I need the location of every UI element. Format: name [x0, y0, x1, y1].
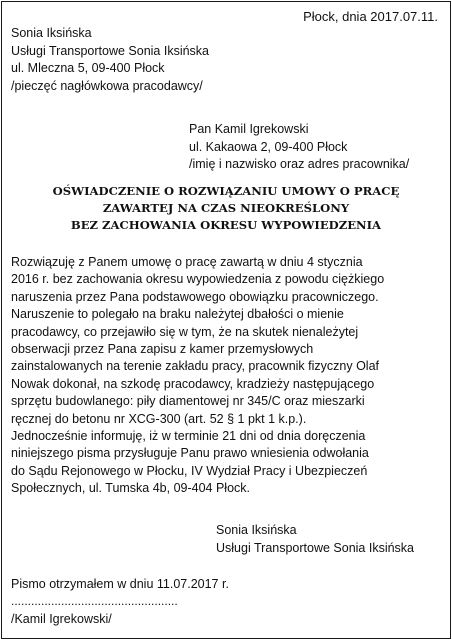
- body-line: Naruszenie to polegało na braku należytej dbałości o mienie: [11, 307, 344, 322]
- body-line: niniejszego pisma przysługuje Panu prawo wniesienia odwołania: [11, 446, 369, 461]
- employee-signature-caption: /Kamil Igrekowski/: [11, 612, 112, 626]
- body-line: do Sądu Rejonowego w Płocku, IV Wydział Pracy i Ubezpieczeń: [11, 463, 368, 478]
- signature-name: Sonia Iksińska: [216, 523, 297, 537]
- recipient-address: ul. Kakaowa 2, 09-400 Płock: [189, 139, 348, 154]
- body-line: Społecznych, ul. Tumska 4b, 09-404 Płock.: [11, 481, 251, 496]
- document-title: [2, 183, 450, 234]
- title-line: ZAWARTEJ NA CZAS NIEOKREŚLONY: [102, 201, 350, 215]
- recipient-block: [189, 121, 409, 174]
- body-line: naruszenia przez Pana podstawowego obowiązku pracowniczego.: [11, 289, 379, 304]
- body-line: Jednocześnie informuję, iż w terminie 21 dni od dnia doręczenia: [11, 429, 366, 444]
- sender-address: ul. Mleczna 5, 09-400 Płock: [11, 61, 165, 75]
- letter-date: Płock, dnia 2017.07.11.: [303, 9, 438, 24]
- body-line: 2016 r. bez zachowania okresu wypowiedzenia z powodu ciężkiego: [11, 272, 385, 287]
- sender-block: [11, 25, 209, 95]
- title-line: OŚWIADCZENIE O ROZWIĄZANIU UMOWY O PRACĘ: [52, 184, 400, 198]
- body-line: pracodawcy, co przejawiło się w tym, że na skutek nienależytej: [11, 324, 359, 339]
- employer-signature: [216, 522, 414, 557]
- recipient-caption: /imię i nazwisko oraz adres pracownika/: [189, 157, 410, 171]
- document-page: [1, 1, 451, 639]
- sender-company: Usługi Transportowe Sonia Iksińska: [11, 43, 210, 58]
- sender-name: Sonia Iksińska: [11, 26, 92, 40]
- body-line: zainstalowanych na terenie zakładu pracy, pracownik fizyczny Olaf: [11, 359, 379, 374]
- recipient-name: Pan Kamil Igrekowski: [189, 122, 309, 136]
- title-line: BEZ ZACHOWANIA OKRESU WYPOWIEDZENIA: [70, 218, 382, 232]
- body-line: ręcznej do betonu nr XCG-300 (art. 52 § 1 pkt 1 k.p.).: [11, 411, 307, 426]
- body-line: obserwacji przez Pana zapisu z kamer przemysłowych: [11, 342, 314, 357]
- sender-stamp-caption: /pieczęć nagłówkowa pracodawcy/: [11, 78, 203, 93]
- body-line: Rozwiązuję z Panem umowę o pracę zawartą w dniu 4 stycznia: [11, 255, 363, 269]
- receipt-statement: Pismo otrzymałem w dniu 11.07.2017 r.: [11, 577, 229, 591]
- signature-dotted-line: ..................................................: [11, 594, 178, 608]
- letter-body: [11, 254, 447, 498]
- body-line: Nowak dokonał, na szkodę pracodawcy, kradzieży następującego: [11, 376, 375, 391]
- body-line: sprzętu budowlanego: piły diamentowej nr 345/C oraz mieszarki: [11, 394, 365, 409]
- signature-company: Usługi Transportowe Sonia Iksińska: [216, 540, 415, 555]
